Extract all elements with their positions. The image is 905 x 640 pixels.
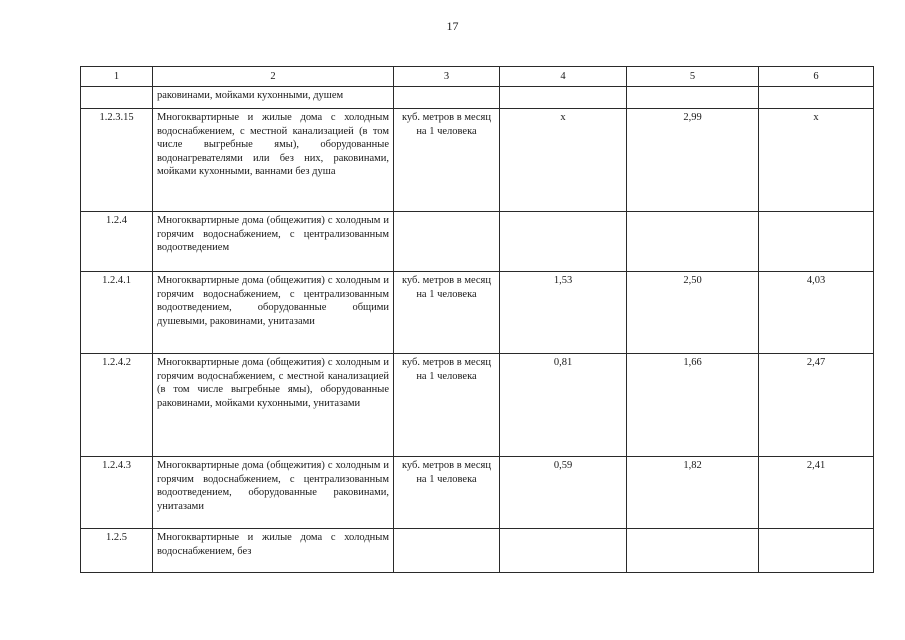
row-code: 1.2.4.3 [81, 457, 153, 529]
table-row [81, 529, 874, 573]
column-header: 4 [500, 67, 627, 87]
row-value-col4: 0,59 [500, 457, 627, 529]
table-row [81, 212, 874, 272]
row-value-col6: 2,47 [759, 354, 874, 457]
column-header: 1 [81, 67, 153, 87]
row-description: Многоквартирные дома (общежития) с холодным и горячим водоснабжением, с централизованным водоотведением [153, 212, 394, 272]
row-value-col4 [500, 212, 627, 272]
row-code: 1.2.3.15 [81, 109, 153, 212]
column-header: 6 [759, 67, 874, 87]
row-value-col6: х [759, 109, 874, 212]
table-row [81, 272, 874, 354]
row-value-col4 [500, 529, 627, 573]
table-row [81, 354, 874, 457]
row-description: Многоквартирные и жилые дома с холодным водоснабжением, без [153, 529, 394, 573]
row-code: 1.2.4 [81, 212, 153, 272]
row-code: 1.2.4.1 [81, 272, 153, 354]
row-value-col5 [627, 87, 759, 109]
row-value-col4 [500, 87, 627, 109]
column-header: 2 [153, 67, 394, 87]
row-value-col5: 1,66 [627, 354, 759, 457]
row-value-col4: 1,53 [500, 272, 627, 354]
row-value-col5: 2,50 [627, 272, 759, 354]
row-value-col5 [627, 529, 759, 573]
row-value-col6 [759, 87, 874, 109]
column-header: 3 [394, 67, 500, 87]
row-unit: куб. метров в месяц на 1 человека [394, 272, 500, 354]
row-code: 1.2.5 [81, 529, 153, 573]
row-value-col4: 0,81 [500, 354, 627, 457]
row-value-col5: 1,82 [627, 457, 759, 529]
row-description: Многоквартирные и жилые дома с холодным водоснабжением, с местной канализацией (в том числе выгребные ямы), оборудованные водонагревателями или без них, раковинами, мойками кухонными, ваннами без душа [153, 109, 394, 212]
row-code: 1.2.4.2 [81, 354, 153, 457]
table-header-row [81, 67, 874, 87]
row-unit [394, 212, 500, 272]
page-number: 17 [446, 19, 459, 33]
row-value-col6 [759, 529, 874, 573]
row-description: раковинами, мойками кухонными, душем [153, 87, 394, 109]
row-unit [394, 529, 500, 573]
row-unit: куб. метров в месяц на 1 человека [394, 109, 500, 212]
table-row [81, 87, 874, 109]
row-description: Многоквартирные дома (общежития) с холодным и горячим водоснабжением, с централизованным водоотведением, оборудованные общими душевыми, раковинами, унитазами [153, 272, 394, 354]
row-code [81, 87, 153, 109]
column-header: 5 [627, 67, 759, 87]
row-value-col5: 2,99 [627, 109, 759, 212]
row-value-col6 [759, 212, 874, 272]
row-value-col5 [627, 212, 759, 272]
row-value-col4: х [500, 109, 627, 212]
table-row [81, 457, 874, 529]
row-description: Многоквартирные дома (общежития) с холодным и горячим водоснабжением, с местной канализацией (в том числе выгребные ямы), оборудованные раковинами, мойками кухонными, унитазами [153, 354, 394, 457]
row-value-col6: 4,03 [759, 272, 874, 354]
table-row [81, 109, 874, 212]
row-unit: куб. метров в месяц на 1 человека [394, 354, 500, 457]
consumption-norms-table [80, 66, 874, 573]
row-description: Многоквартирные дома (общежития) с холодным и горячим водоснабжением, с централизованным водоотведением, оборудованные раковинами, унитазами [153, 457, 394, 529]
row-unit [394, 87, 500, 109]
row-value-col6: 2,41 [759, 457, 874, 529]
row-unit: куб. метров в месяц на 1 человека [394, 457, 500, 529]
